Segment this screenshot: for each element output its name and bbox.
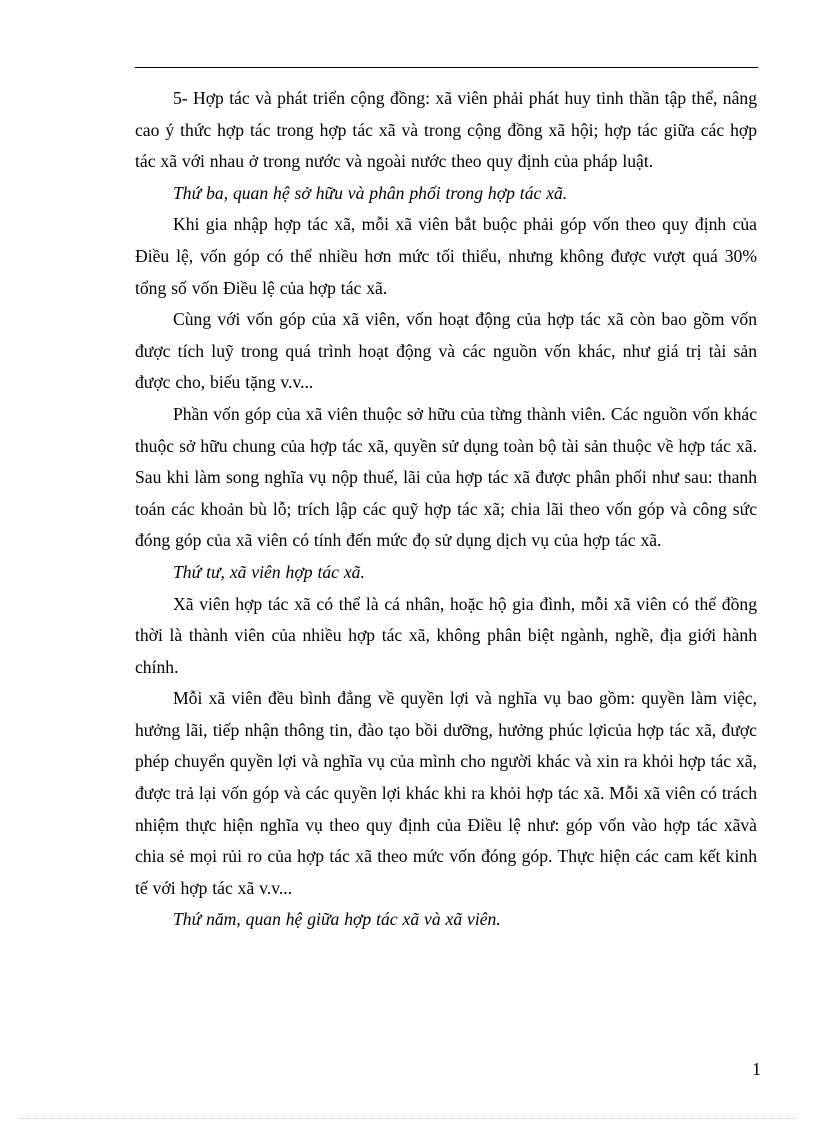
paragraph-operating-capital: Cùng với vốn góp của xã viên, vốn hoạt động của hợp tác xã còn bao gồm vốn được tích luỹ trong quá trình hoạt động và các nguồn vốn khác, như giá trị tài sản được cho, biếu tặng v.v... bbox=[135, 309, 757, 393]
document-body bbox=[135, 83, 757, 936]
page-number: 1 bbox=[752, 1059, 761, 1079]
page-bottom-border bbox=[20, 1118, 796, 1119]
paragraph-capital-contribution: Khi gia nhập hợp tác xã, mỗi xã viên bắt buộc phải góp vốn theo quy định của Điều lệ, vốn góp có thể nhiều hơn mức tối thiểu, nhưng không được vượt quá 30% tổng số vốn Điều lệ của hợp tác xã. bbox=[135, 214, 757, 298]
heading-cooperative-member-relations: Thứ năm, quan hệ giữa hợp tác xã và xã viên. bbox=[173, 909, 501, 930]
paragraph-member-rights-duties: Mỗi xã viên đều bình đẳng về quyền lợi và nghĩa vụ bao gồm: quyền làm việc, hưởng lãi, tiếp nhận thông tin, đào tạo bồi dưỡng, hưởng phúc lợicủa hợp tác xã, được phép chuyển quyền lợi và nghĩa vụ của mình cho người khác và xin ra khỏi hợp tác xã, được trả lại vốn góp và các quyền lợi khác khi ra khỏi hợp tác xã. Mỗi xã viên có trách nhiệm thực hiện nghĩa vụ theo quy định của Điều lệ như: góp vốn vào hợp tác xãvà chia sẻ mọi rủi ro của hợp tác xã theo mức vốn đóng góp. Thực hiện các cam kết kinh tế với hợp tác xã v.v... bbox=[135, 688, 757, 898]
heading-ownership-distribution: Thứ ba, quan hệ sở hữu và phân phối trong hợp tác xã. bbox=[173, 182, 568, 203]
paragraph-cooperation-development: 5- Hợp tác và phát triển cộng đồng: xã viên phải phát huy tinh thần tập thể, nâng cao ý thức hợp tác trong hợp tác xã và trong cộng đồng xã hội; hợp tác giữa các hợp tác xã với nhau ở trong nước và ngoài nước theo quy định của pháp luật. bbox=[135, 88, 757, 172]
paragraph-member-eligibility: Xã viên hợp tác xã có thể là cá nhân, hoặc hộ gia đình, mỗi xã viên có thể đồng thời là thành viên của nhiều hợp tác xã, không phân biệt ngành, nghề, địa giới hành chính. bbox=[135, 593, 757, 677]
heading-members: Thứ tư, xã viên hợp tác xã. bbox=[173, 561, 365, 582]
paragraph-ownership-profit: Phần vốn góp của xã viên thuộc sở hữu của từng thành viên. Các nguồn vốn khác thuộc sở hữu chung của hợp tác xã, quyền sử dụng toàn bộ tài sản thuộc về hợp tác xã. Sau khi làm song nghĩa vụ nộp thuế, lãi của hợp tác xã được phân phối như sau: thanh toán các khoản bù lỗ; trích lập các quỹ hợp tác xã; chia lãi theo vốn góp và công sức đóng góp của xã viên có tính đến mức đọ sử dụng dịch vụ của hợp tác xã. bbox=[135, 403, 757, 551]
header-rule bbox=[135, 67, 758, 68]
